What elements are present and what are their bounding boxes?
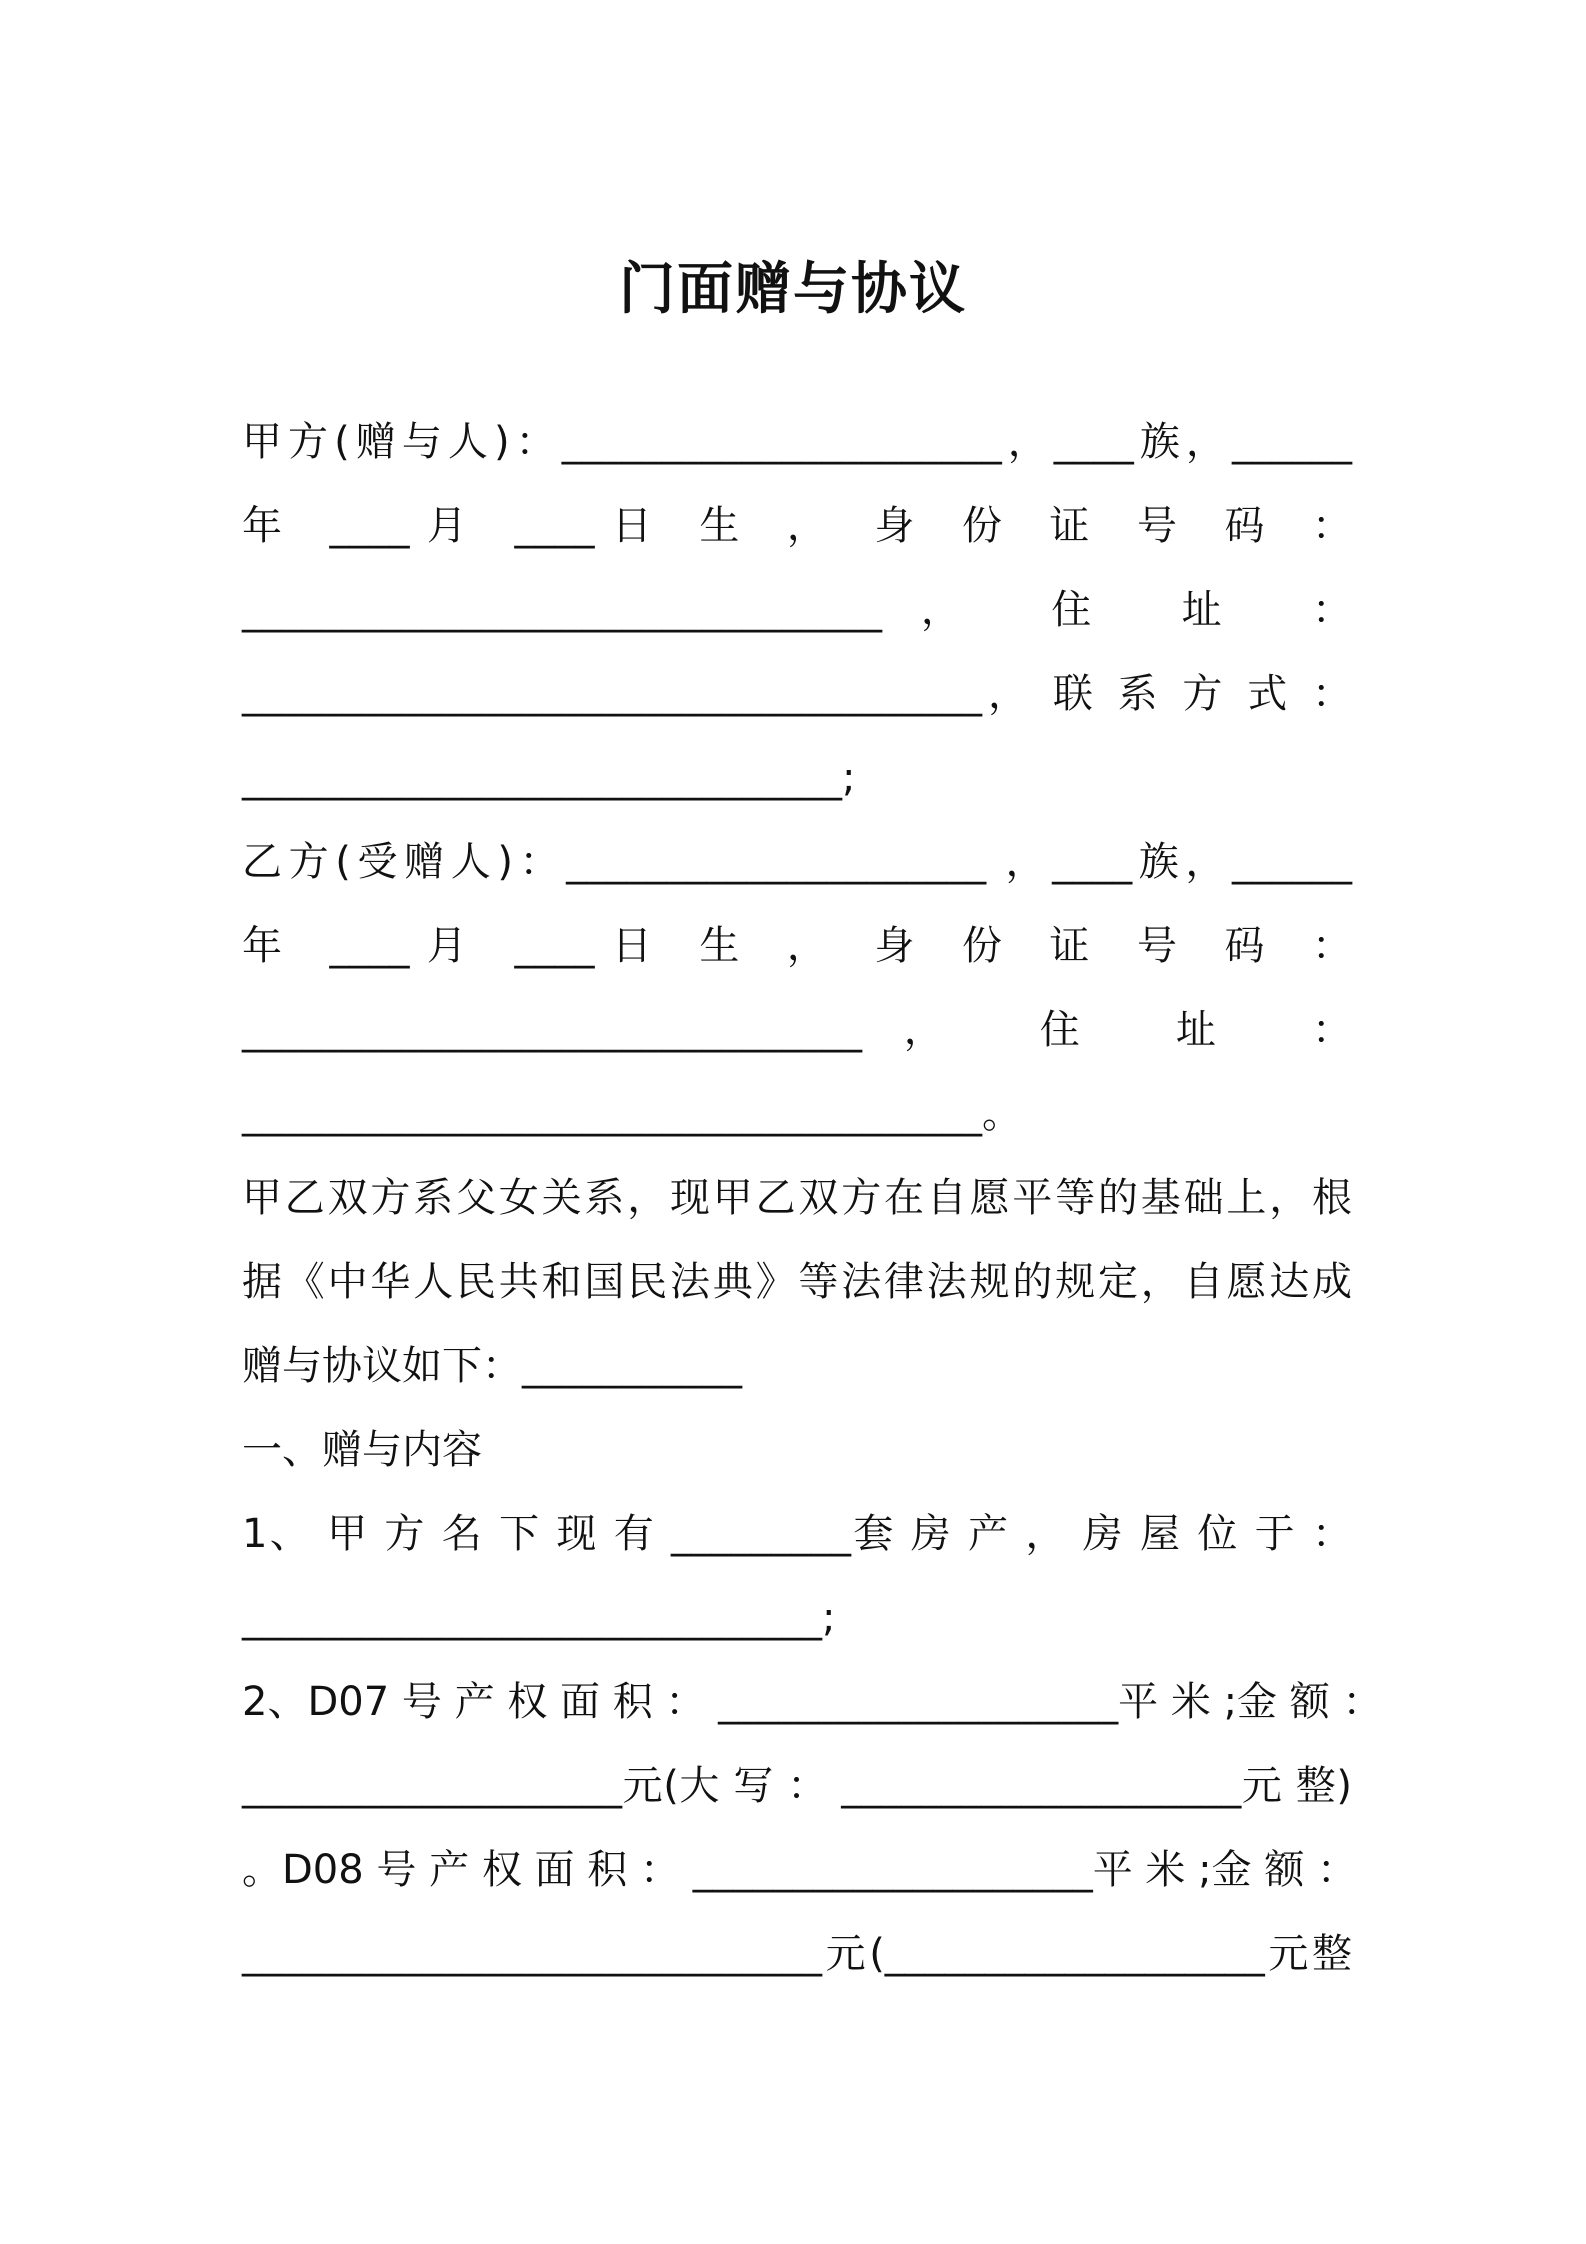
party-a-line-4: _____________________________________， 联 系 方 式 ： [242,671,1352,717]
preamble-line-2: 据《中华人民共和国民法典》等法律法规的规定，自愿达成 [242,1259,1352,1305]
party-a-line-5: ______________________________; [242,755,856,801]
clause-2-line-1: 2、D07 号 产 权 面 积 ： ____________________平 米 ;金 额 ： [242,1679,1383,1725]
clause-1-line-1: 1、 甲 方 名 下 现 有 _________套 房 产 ， 房 屋 位 于 ： [242,1511,1352,1557]
preamble-line-3: 赠与协议如下：___________ [242,1343,742,1389]
party-a-line-2: 年 ____月 ____日 生 ， 身 份 证 号 码 ： [242,503,1352,549]
preamble-line-1: 甲乙双方系父女关系，现甲乙双方在自愿平等的基础上，根 [242,1175,1352,1221]
clause-2-line-4: _____________________________元(___________________元整 [242,1931,1352,1977]
party-a-line-3: ________________________________， 住 址 ： [242,587,1352,633]
clause-2-line-2: ___________________元(大 写 ： ____________________元 整) [242,1763,1352,1809]
clause-2-line-3: 。D08 号 产 权 面 积 ： ____________________平 米 ;金 额 ： [242,1847,1358,1893]
section-heading-gift-content: 一、赠与内容 [242,1427,482,1473]
party-b-line-2: 年 ____月 ____日 生 ， 身 份 证 号 码 ： [242,923,1352,969]
party-b-line-3: _______________________________， 住 址 ： [242,1007,1352,1053]
party-b-line-1: 乙方(受赠人)：_____________________ ，____族，______ [242,839,1352,885]
party-b-line-4: _____________________________________。 [242,1091,1022,1137]
document-title: 门面赠与协议 [619,257,967,322]
document-body [242,400,1383,1996]
clause-1-line-2: _____________________________; [242,1595,836,1641]
party-a-line-1: 甲方(赠与人)：______________________，____族，______ [242,419,1352,465]
